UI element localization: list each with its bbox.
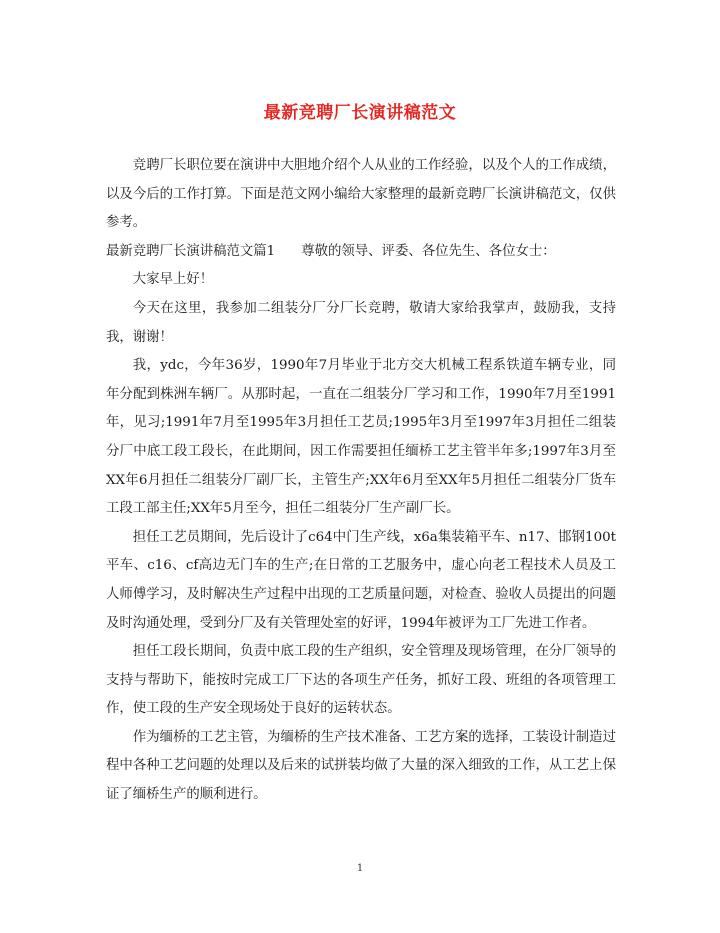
body-paragraph: 作为缅桥的工艺主管，为缅桥的生产技术准备、工艺方案的选择，工装设计制造过程中各种工艺问题的处理以及后来的试拼装均做了大量的深入细致的工作，从工艺上保证了缅桥生产的顺利进行。 xyxy=(106,729,616,803)
section-heading: 最新竞聘厂长演讲稿范文篇1 xyxy=(106,243,276,259)
document-title: 最新竞聘厂长演讲稿范文 xyxy=(263,103,457,123)
page-number: 1 xyxy=(356,863,364,874)
section-heading-line xyxy=(106,238,616,267)
body-paragraph: 担任工艺员期间，先后设计了c64中门生产线，x6a集装箱平车、n17、邯钢100t平车、c16、cf高边无门车的生产;在日常的工艺服务中，虚心向老工程技术人员及工人师傅学习，及时解决生产过程中出现的工艺质量问题，对检查、验收人员提出的问题及时沟通处理，受到分厂及有关管理处室的好评，1994年被评为工厂先进工作者。 xyxy=(106,529,616,631)
document-body xyxy=(106,152,616,810)
salutation: 尊敬的领导、评委、各位先生、各位女士： xyxy=(301,243,556,259)
body-paragraph: 大家早上好！ xyxy=(132,272,214,288)
body-paragraph: 我，ydc，今年36岁，1990年7月毕业于北方交大机械工程系铁道车辆专业，同年分配到株洲车辆厂。从那时起，一直在二组装分厂学习和工作，1990年7月至1991年，见习;1991年7月至1995年3月担任工艺员;1995年3月至1997年3月担任二组装分厂中底工段工段长，在此期间，因工作需要担任缅桥工艺主管半年多;1997年3月至XX年6月担任二组装分厂副厂长，主管生产;XX年6月至XX年5月担任二组装分厂货车工段工部主任;XX年5月至今，担任二组装分厂生产副厂长。 xyxy=(106,358,616,517)
body-paragraph: 担任工段长期间，负责中底工段的生产组织，安全管理及现场管理，在分厂领导的支持与帮助下，能按时完成工厂下达的各项生产任务，抓好工段、班组的各项管理工作，使工段的生产安全现场处于良好的运转状态。 xyxy=(106,644,616,717)
body-paragraph: 今天在这里，我参加二组装分厂分厂长竞聘，敬请大家给我掌声，鼓励我，支持我，谢谢！ xyxy=(106,300,616,345)
intro-paragraph: 竞聘厂长职位要在演讲中大胆地介绍个人从业的工作经验，以及个人的工作成绩，以及今后的工作打算。下面是范文网小编给大家整理的最新竞聘厂长演讲稿范文，仅供参考。 xyxy=(106,158,616,231)
